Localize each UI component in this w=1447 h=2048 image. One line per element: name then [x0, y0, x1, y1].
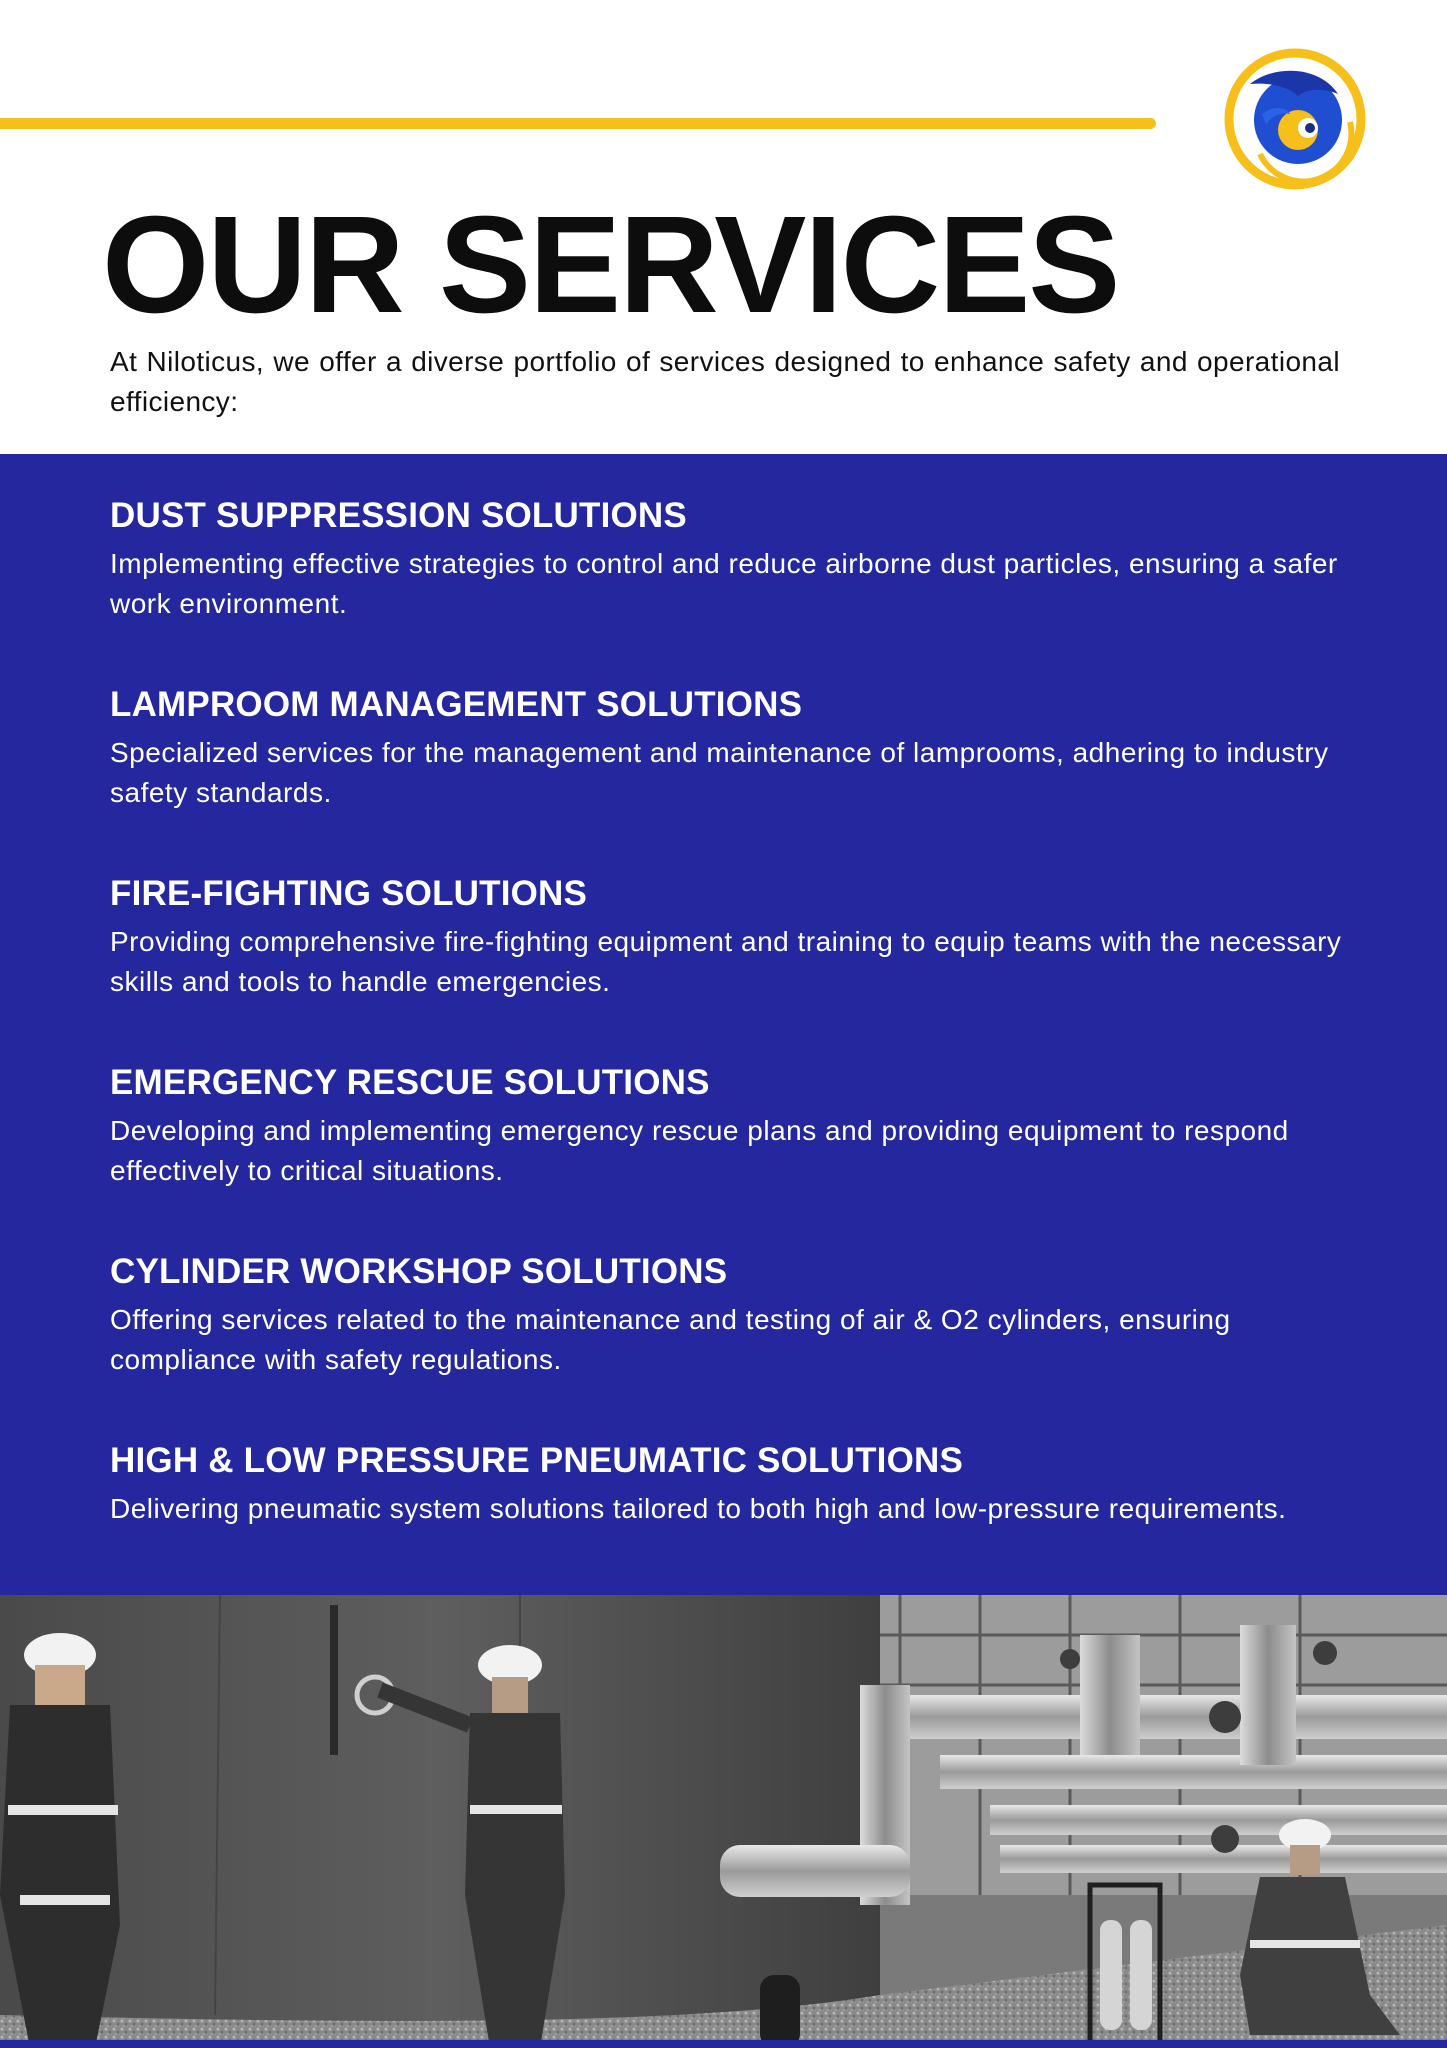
service-title: DUST SUPPRESSION SOLUTIONS: [110, 496, 687, 535]
service-description: Specialized services for the management and maintenance of lamprooms, adhering to industry safety standards.: [110, 737, 1329, 808]
service-item-pneumatic: [110, 1441, 1390, 1529]
industrial-workers-photo: [0, 1595, 1447, 2048]
niloticus-logo-icon: [1220, 44, 1370, 194]
service-item-cylinder-workshop: [110, 1252, 1390, 1380]
accent-line: [0, 118, 1156, 129]
service-title: FIRE-FIGHTING SOLUTIONS: [110, 874, 588, 913]
service-title: EMERGENCY RESCUE SOLUTIONS: [110, 1063, 710, 1102]
service-item-fire-fighting: [110, 874, 1390, 1002]
service-description: Developing and implementing emergency rescue plans and providing equipment to respond effectively to critical situations.: [110, 1115, 1289, 1186]
service-title: LAMPROOM MANAGEMENT SOLUTIONS: [110, 685, 803, 724]
service-item-emergency-rescue: [110, 1063, 1390, 1191]
services-panel: [0, 454, 1447, 1595]
service-item-dust-suppression: [110, 496, 1390, 624]
page-title: OUR SERVICES: [102, 188, 1119, 342]
service-item-lamproom-management: [110, 685, 1390, 813]
intro-text: At Niloticus, we offer a diverse portfolio of services designed to enhance safety and operational efficiency:: [110, 346, 1340, 417]
service-title: CYLINDER WORKSHOP SOLUTIONS: [110, 1252, 728, 1291]
service-description: Delivering pneumatic system solutions tailored to both high and low-pressure requirements.: [110, 1493, 1287, 1524]
service-title: HIGH & LOW PRESSURE PNEUMATIC SOLUTIONS: [110, 1441, 964, 1480]
service-description: Implementing effective strategies to control and reduce airborne dust particles, ensuring a safer work environment.: [110, 548, 1338, 619]
service-description: Offering services related to the maintenance and testing of air & O2 cylinders, ensuring compliance with safety regulations.: [110, 1304, 1231, 1375]
service-description: Providing comprehensive fire-fighting equipment and training to equip teams with the necessary skills and tools to handle emergencies.: [110, 926, 1342, 997]
